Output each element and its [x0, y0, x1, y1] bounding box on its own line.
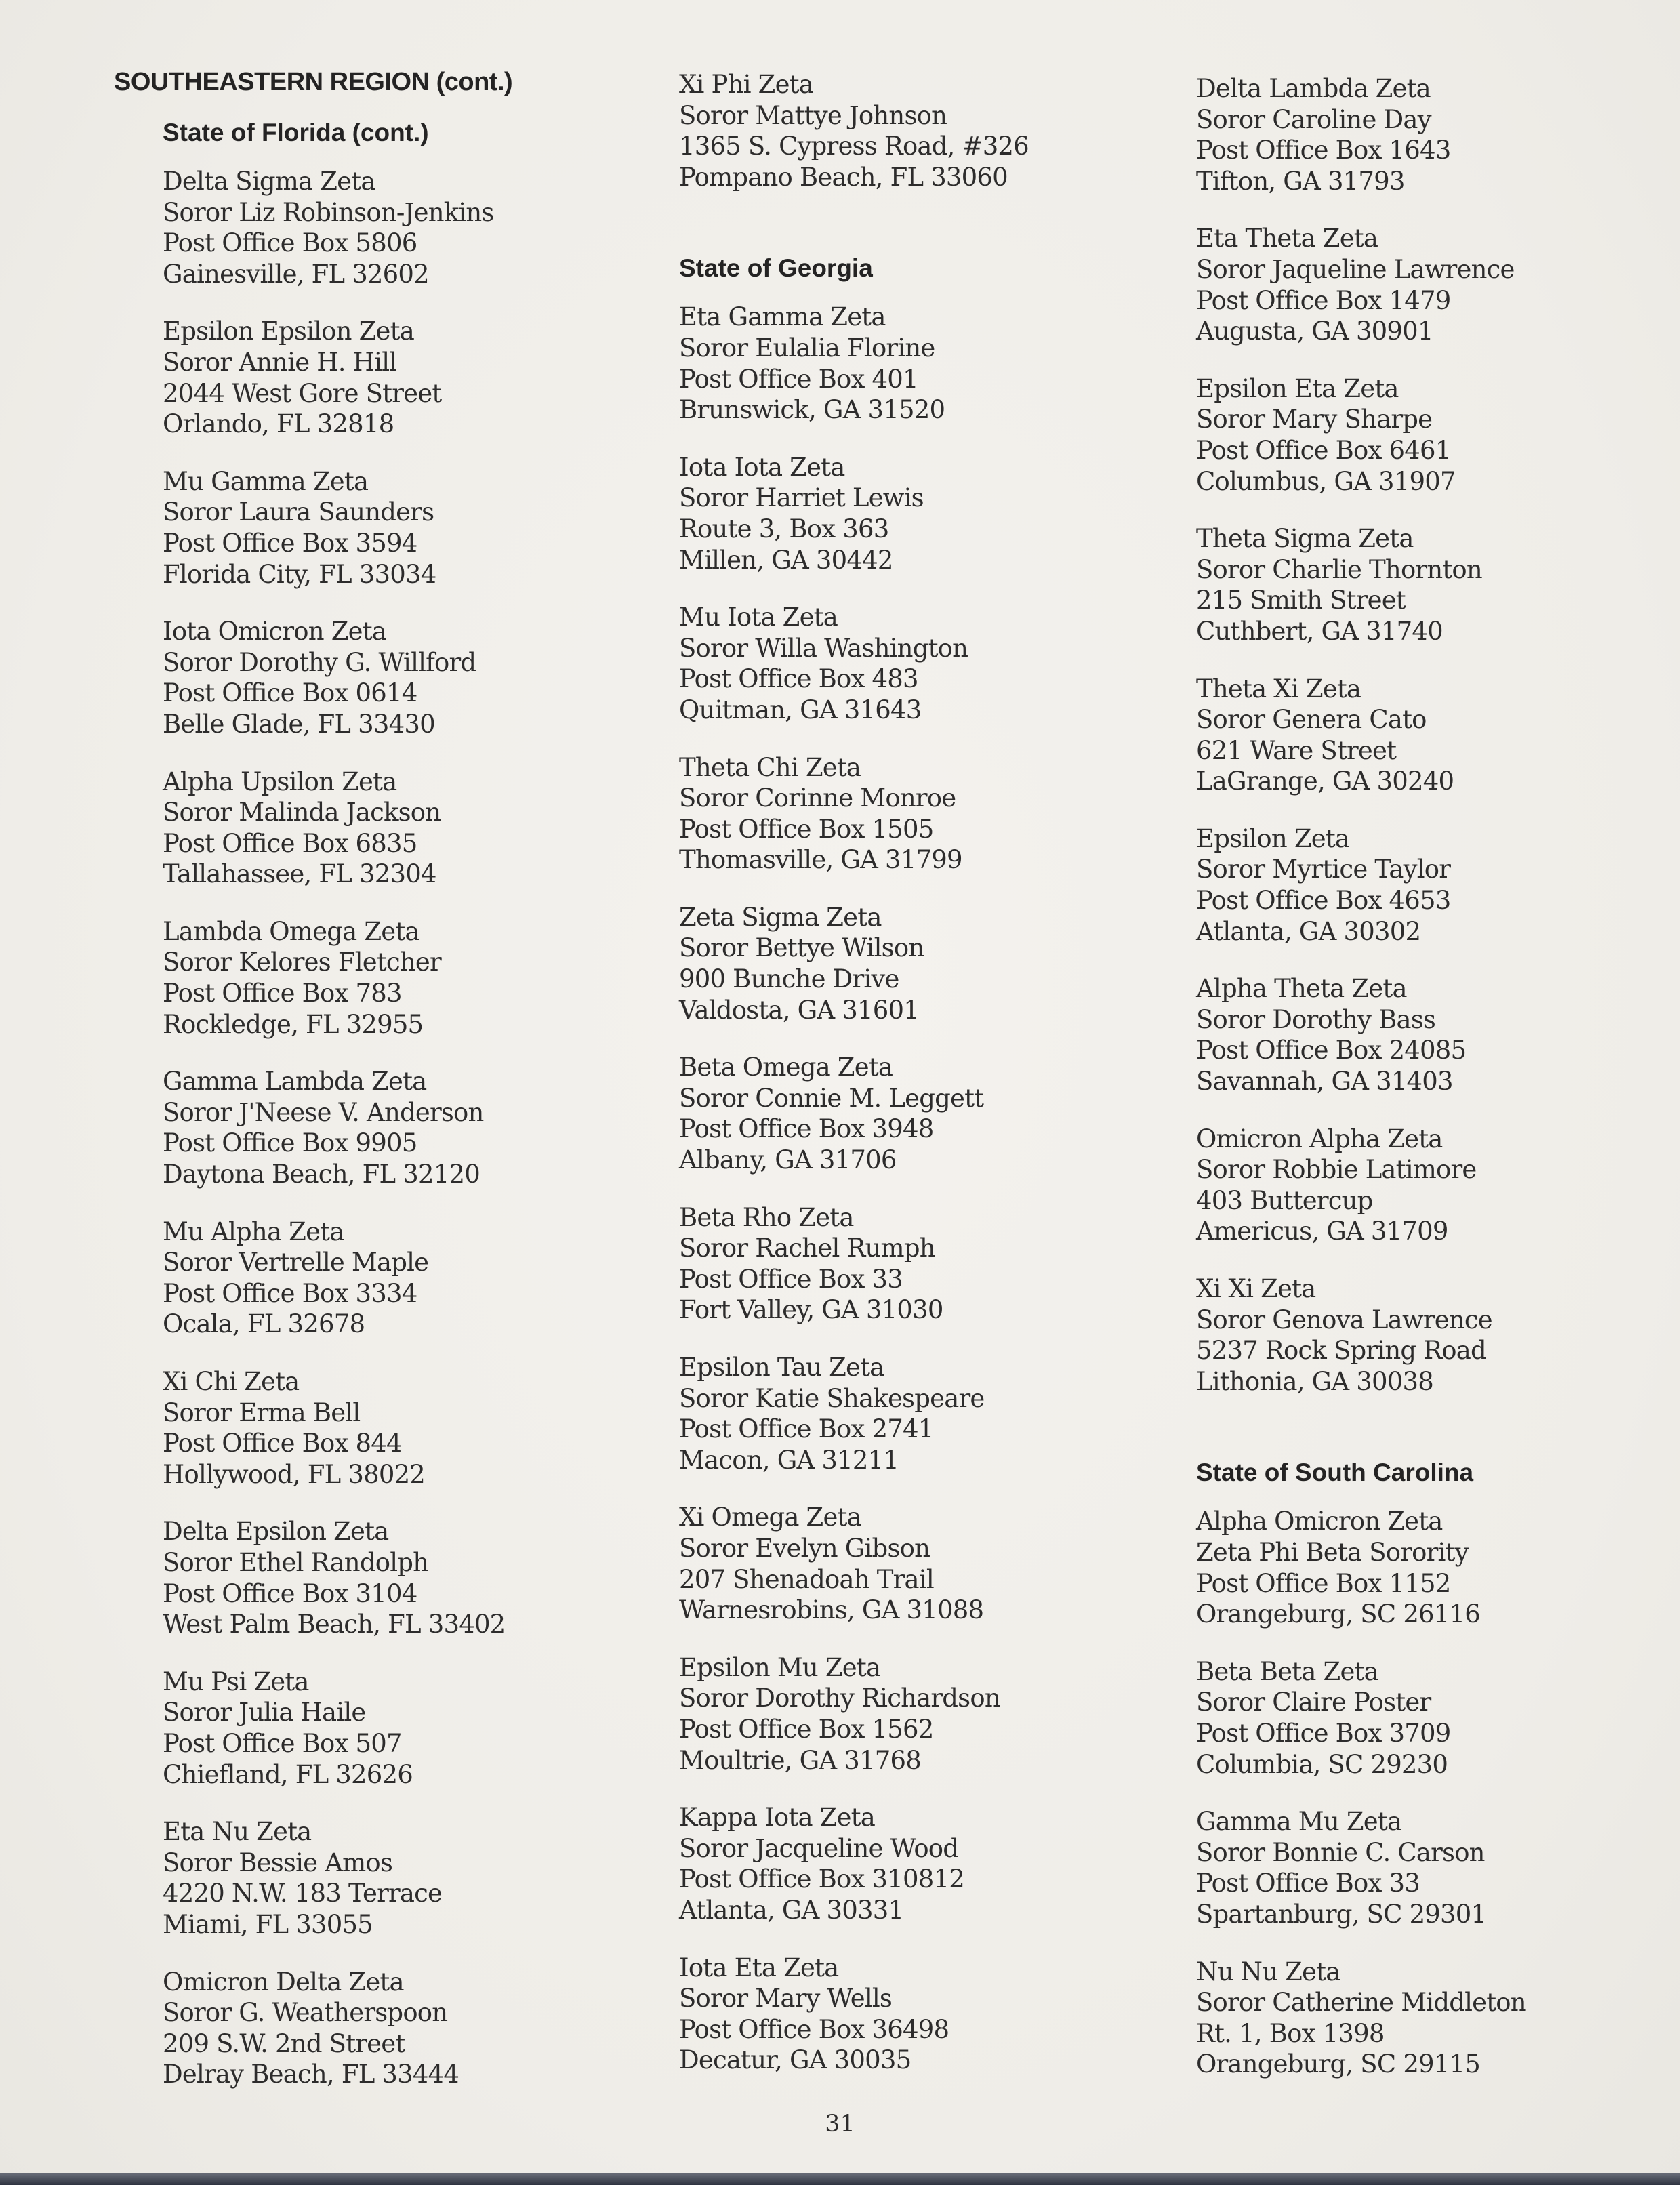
city-state-zip: Tifton, GA 31793: [1196, 166, 1405, 196]
chapter-entry: [163, 616, 505, 739]
chapter-name: Kappa Iota Zeta: [679, 1803, 876, 1833]
street-address: Post Office Box 1479: [1196, 285, 1451, 315]
city-state-zip: Gainesville, FL 32602: [163, 259, 429, 289]
street-address: Post Office Box 36498: [679, 2014, 949, 2044]
contact-name: Soror Harriet Lewis: [679, 483, 924, 513]
street-address: Post Office Box 3334: [163, 1278, 417, 1308]
street-address: Post Office Box 3948: [679, 1114, 934, 1144]
city-state-zip: Decatur, GA 30035: [679, 2045, 911, 2075]
city-state-zip: Thomasville, GA 31799: [679, 845, 962, 875]
city-state-zip: Atlanta, GA 30302: [1196, 916, 1421, 946]
chapter-entry: [1196, 373, 1526, 497]
chapter-entry: [679, 1802, 1029, 1925]
city-state-zip: Columbia, SC 29230: [1196, 1749, 1448, 1779]
street-address: Post Office Box 6461: [1196, 435, 1451, 465]
chapter-name: Xi Omega Zeta: [679, 1503, 861, 1532]
chapter-name: Gamma Lambda Zeta: [163, 1067, 427, 1097]
city-state-zip: Ocala, FL 32678: [163, 1309, 365, 1339]
street-address: 900 Bunche Drive: [679, 964, 899, 994]
chapter-entry: [1196, 1124, 1526, 1247]
street-address: Post Office Box 507: [163, 1728, 402, 1758]
contact-name: Soror Eulalia Florine: [679, 333, 935, 363]
chapter-name: Xi Phi Zeta: [679, 70, 813, 99]
contact-name: Soror Genova Lawrence: [1196, 1305, 1492, 1334]
contact-name: Soror Bonnie C. Carson: [1196, 1837, 1485, 1867]
street-address: Post Office Box 844: [163, 1429, 402, 1458]
chapter-entry: [679, 1352, 1029, 1475]
contact-name: Soror Bettye Wilson: [679, 933, 924, 963]
city-state-zip: Hollywood, FL 38022: [163, 1459, 426, 1489]
city-state-zip: LaGrange, GA 30240: [1196, 767, 1454, 796]
city-state-zip: Lithonia, GA 30038: [1196, 1366, 1433, 1396]
street-address: Post Office Box 2741: [679, 1414, 934, 1444]
city-state-zip: Albany, GA 31706: [679, 1145, 897, 1175]
city-state-zip: Valdosta, GA 31601: [679, 995, 919, 1025]
city-state-zip: Millen, GA 30442: [679, 545, 893, 575]
chapter-name: Alpha Theta Zeta: [1196, 974, 1407, 1004]
city-state-zip: Florida City, FL 33034: [163, 559, 436, 589]
chapter-entry: [679, 302, 1029, 425]
street-address: 2044 West Gore Street: [163, 378, 442, 408]
contact-name: Soror Corinne Monroe: [679, 783, 956, 813]
city-state-zip: Brunswick, GA 31520: [679, 395, 945, 425]
city-state-zip: Chiefland, FL 32626: [163, 1759, 413, 1789]
chapter-entry: [163, 1816, 505, 1940]
state-heading: State of Georgia: [679, 254, 873, 283]
chapter-entry: [163, 1366, 505, 1490]
contact-name: Soror Bessie Amos: [163, 1847, 393, 1877]
contact-name: Soror Dorothy Richardson: [679, 1683, 1000, 1713]
street-address: 215 Smith Street: [1196, 586, 1406, 615]
chapter-name: Xi Chi Zeta: [163, 1367, 300, 1396]
contact-name: Soror Jacqueline Wood: [679, 1833, 959, 1863]
street-address: Post Office Box 0614: [163, 678, 417, 708]
street-address: Post Office Box 3104: [163, 1578, 417, 1608]
city-state-zip: Orangeburg, SC 26116: [1196, 1599, 1481, 1629]
column-2: [679, 69, 1029, 2102]
street-address: 403 Buttercup: [1196, 1185, 1373, 1215]
state-heading: State of South Carolina: [1196, 1458, 1474, 1487]
chapter-name: Iota Eta Zeta: [679, 1953, 839, 1982]
contact-name: Soror Ethel Randolph: [163, 1547, 429, 1577]
column-1: [163, 119, 505, 2117]
contact-name: Soror Mary Sharpe: [1196, 405, 1433, 434]
chapter-entry: [1196, 1656, 1526, 1780]
contact-name: Soror Mary Wells: [679, 1984, 893, 2014]
chapter-name: Epsilon Tau Zeta: [679, 1353, 884, 1382]
city-state-zip: Belle Glade, FL 33430: [163, 709, 435, 739]
chapter-name: Epsilon Mu Zeta: [679, 1652, 881, 1682]
street-address: 209 S.W. 2nd Street: [163, 2028, 405, 2058]
street-address: Post Office Box 1562: [679, 1714, 934, 1744]
chapter-entry: [163, 1967, 505, 2090]
chapter-name: Delta Epsilon Zeta: [163, 1517, 389, 1547]
chapter-name: Mu Gamma Zeta: [163, 466, 369, 496]
chapter-entry: [1196, 973, 1526, 1097]
chapter-entry: [1196, 1506, 1526, 1629]
street-address: Post Office Box 33: [679, 1264, 903, 1294]
street-address: Post Office Box 6835: [163, 828, 417, 858]
city-state-zip: Cuthbert, GA 31740: [1196, 616, 1443, 646]
contact-name: Soror Jaqueline Lawrence: [1196, 254, 1515, 284]
street-address: Post Office Box 1505: [679, 814, 934, 844]
street-address: Post Office Box 33: [1196, 1869, 1420, 1898]
chapter-entry: [163, 166, 505, 289]
chapter-name: Epsilon Zeta: [1196, 823, 1350, 853]
chapter-name: Alpha Omicron Zeta: [1196, 1507, 1443, 1536]
chapter-name: Lambda Omega Zeta: [163, 916, 419, 946]
chapter-name: Delta Lambda Zeta: [1196, 74, 1431, 103]
city-state-zip: Rockledge, FL 32955: [163, 1009, 424, 1039]
chapter-entry: [679, 1052, 1029, 1175]
contact-name: Soror Dorothy Bass: [1196, 1004, 1436, 1034]
contact-name: Soror Julia Haile: [163, 1698, 366, 1728]
street-address: Post Office Box 24085: [1196, 1036, 1467, 1065]
street-address: 4220 N.W. 183 Terrace: [163, 1879, 443, 1908]
city-state-zip: West Palm Beach, FL 33402: [163, 1610, 506, 1639]
section-spacer: [679, 219, 1029, 254]
chapter-entry: [1196, 523, 1526, 647]
city-state-zip: Moultrie, GA 31768: [679, 1745, 921, 1775]
chapter-name: Delta Sigma Zeta: [163, 167, 375, 196]
street-address: Post Office Box 5806: [163, 228, 417, 258]
chapter-name: Gamma Mu Zeta: [1196, 1807, 1402, 1837]
contact-name: Soror Charlie Thornton: [1196, 554, 1482, 584]
chapter-name: Theta Sigma Zeta: [1196, 524, 1414, 554]
chapter-name: Iota Omicron Zeta: [163, 617, 387, 647]
chapter-name: Mu Iota Zeta: [679, 603, 838, 632]
city-state-zip: Warnesrobins, GA 31088: [679, 1595, 984, 1625]
chapter-name: Zeta Sigma Zeta: [679, 902, 882, 932]
street-address: Post Office Box 483: [679, 664, 918, 694]
chapter-entry: [163, 1066, 505, 1189]
chapter-entry: [679, 1652, 1029, 1776]
contact-name: Soror Annie H. Hill: [163, 347, 397, 377]
chapter-entry: [679, 902, 1029, 1025]
chapter-name: Omicron Delta Zeta: [163, 1967, 404, 1997]
contact-name: Soror G. Weatherspoon: [163, 1998, 448, 2028]
contact-name: Soror Liz Robinson-Jenkins: [163, 197, 494, 227]
street-address: Post Office Box 783: [163, 979, 402, 1008]
chapter-entry: [1196, 1806, 1526, 1929]
city-state-zip: Atlanta, GA 30331: [679, 1895, 904, 1925]
chapter-name: Mu Alpha Zeta: [163, 1217, 344, 1246]
street-address: Rt. 1, Box 1398: [1196, 2018, 1385, 2048]
chapter-name: Theta Chi Zeta: [679, 752, 861, 782]
chapter-name: Theta Xi Zeta: [1196, 674, 1361, 703]
contact-name: Soror Catherine Middleton: [1196, 1988, 1526, 2018]
chapter-entry: [163, 1516, 505, 1639]
street-address: Post Office Box 1643: [1196, 136, 1451, 165]
contact-name: Soror Laura Saunders: [163, 497, 434, 527]
contact-name: Zeta Phi Beta Sorority: [1196, 1537, 1469, 1567]
city-state-zip: Delray Beach, FL 33444: [163, 2060, 459, 2089]
street-address: Post Office Box 3709: [1196, 1718, 1451, 1748]
city-state-zip: Orlando, FL 32818: [163, 409, 394, 439]
chapter-entry: [679, 1202, 1029, 1326]
chapter-name: Alpha Upsilon Zeta: [163, 767, 397, 796]
state-heading: State of Florida (cont.): [163, 119, 429, 146]
street-address: 207 Shenadoah Trail: [679, 1564, 934, 1594]
contact-name: Soror Kelores Fletcher: [163, 947, 441, 977]
chapter-entry: [679, 1953, 1029, 2076]
chapter-name: Epsilon Eta Zeta: [1196, 373, 1399, 403]
chapter-name: Beta Rho Zeta: [679, 1202, 854, 1232]
contact-name: Soror Genera Cato: [1196, 705, 1427, 735]
contact-name: Soror Mattye Johnson: [679, 100, 947, 130]
chapter-entry: [1196, 1273, 1526, 1397]
section-spacer: [1196, 1423, 1526, 1458]
chapter-entry: [1196, 73, 1526, 197]
region-title: SOUTHEASTERN REGION (cont.): [114, 68, 513, 96]
chapter-name: Nu Nu Zeta: [1196, 1957, 1340, 1986]
chapter-name: Eta Gamma Zeta: [679, 302, 886, 332]
city-state-zip: Macon, GA 31211: [679, 1445, 899, 1475]
city-state-zip: Tallahassee, FL 32304: [163, 859, 436, 889]
page-number: 31: [825, 2110, 855, 2138]
street-address: Post Office Box 1152: [1196, 1568, 1451, 1598]
page-bottom-edge: [0, 2173, 1680, 2185]
column-3: [1196, 73, 1526, 2106]
contact-name: Soror Rachel Rumph: [679, 1233, 935, 1263]
contact-name: Soror Erma Bell: [163, 1397, 361, 1427]
street-address: Route 3, Box 363: [679, 514, 889, 544]
chapter-name: Eta Nu Zeta: [163, 1817, 312, 1847]
chapter-entry: [679, 602, 1029, 725]
chapter-entry: [1196, 674, 1526, 797]
contact-name: Soror Myrtice Taylor: [1196, 855, 1451, 884]
city-state-zip: Savannah, GA 31403: [1196, 1067, 1453, 1097]
chapter-entry: [1196, 823, 1526, 947]
contact-name: Soror Vertrelle Maple: [163, 1248, 429, 1278]
city-state-zip: Americus, GA 31709: [1196, 1217, 1448, 1246]
contact-name: Soror Claire Poster: [1196, 1688, 1431, 1717]
contact-name: Soror Robbie Latimore: [1196, 1155, 1477, 1185]
contact-name: Soror Dorothy G. Willford: [163, 647, 476, 677]
street-address: 621 Ware Street: [1196, 735, 1397, 765]
chapter-name: Xi Xi Zeta: [1196, 1274, 1316, 1303]
contact-name: Soror J'Neese V. Anderson: [163, 1097, 484, 1127]
chapter-entry: [1196, 223, 1526, 346]
chapter-name: Beta Omega Zeta: [679, 1053, 893, 1082]
street-address: Post Office Box 401: [679, 364, 918, 394]
street-address: 5237 Rock Spring Road: [1196, 1336, 1486, 1366]
chapter-entry: [679, 452, 1029, 575]
chapter-name: Mu Psi Zeta: [163, 1667, 309, 1696]
contact-name: Soror Malinda Jackson: [163, 798, 441, 828]
contact-name: Soror Evelyn Gibson: [679, 1533, 930, 1563]
chapter-entry: [163, 466, 505, 590]
chapter-entry: [163, 1667, 505, 1790]
chapter-name: Beta Beta Zeta: [1196, 1656, 1378, 1686]
city-state-zip: Columbus, GA 31907: [1196, 466, 1456, 496]
chapter-name: Omicron Alpha Zeta: [1196, 1124, 1443, 1153]
city-state-zip: Fort Valley, GA 31030: [679, 1295, 943, 1325]
chapter-name: Iota Iota Zeta: [679, 452, 845, 482]
street-address: Post Office Box 3594: [163, 528, 417, 558]
chapter-entry: [163, 1217, 505, 1340]
city-state-zip: Quitman, GA 31643: [679, 695, 922, 724]
chapter-entry: [679, 752, 1029, 876]
chapter-entry: [679, 1502, 1029, 1625]
street-address: Post Office Box 9905: [163, 1128, 417, 1158]
contact-name: Soror Willa Washington: [679, 633, 968, 663]
city-state-zip: Miami, FL 33055: [163, 1909, 373, 1939]
contact-name: Soror Caroline Day: [1196, 104, 1431, 134]
chapter-entry: [163, 316, 505, 439]
street-address: Post Office Box 4653: [1196, 886, 1451, 916]
chapter-entry: [163, 767, 505, 890]
chapter-entry: [163, 916, 505, 1040]
contact-name: Soror Katie Shakespeare: [679, 1383, 985, 1413]
city-state-zip: Augusta, GA 30901: [1196, 316, 1433, 346]
street-address: 1365 S. Cypress Road, #326: [679, 131, 1029, 161]
street-address: Post Office Box 310812: [679, 1864, 964, 1894]
city-state-zip: Orangeburg, SC 29115: [1196, 2049, 1481, 2079]
city-state-zip: Pompano Beach, FL 33060: [679, 162, 1008, 192]
chapter-entry: [1196, 1957, 1526, 2080]
contact-name: Soror Connie M. Leggett: [679, 1083, 984, 1113]
chapter-name: Eta Theta Zeta: [1196, 224, 1378, 253]
chapter-name: Epsilon Epsilon Zeta: [163, 316, 414, 346]
city-state-zip: Daytona Beach, FL 32120: [163, 1160, 480, 1189]
chapter-entry: [679, 69, 1029, 192]
city-state-zip: Spartanburg, SC 29301: [1196, 1899, 1487, 1929]
